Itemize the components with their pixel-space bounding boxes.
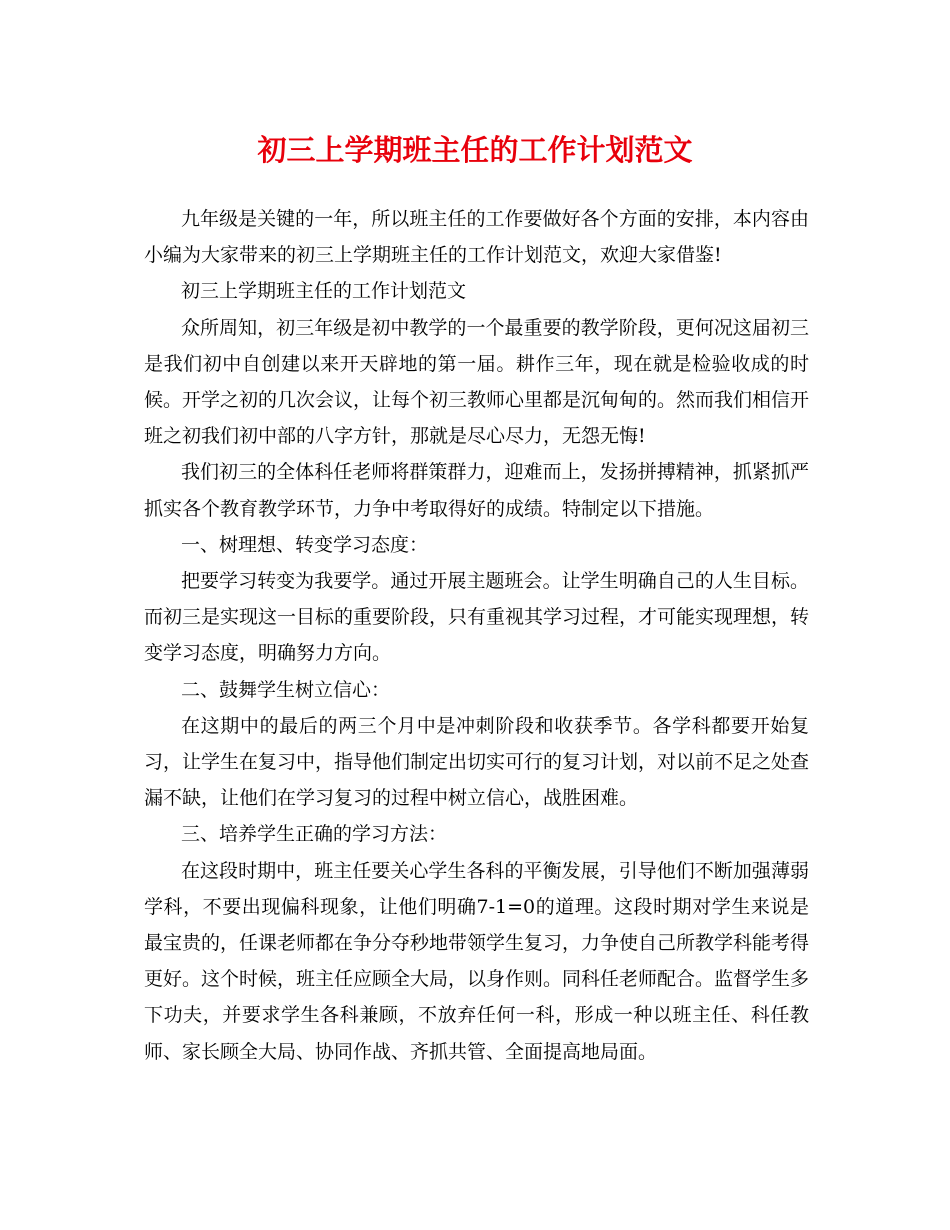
section-heading-2: 二、鼓舞学生树立信心： (181, 678, 391, 701)
section-body-2: 在这期中的最后的两三个月中是冲刺阶段和收获季节。各学科都要开始复习，让学生在复习中，指导他们制定出切实可行的复习计划，对以前不足之处查漏不缺，让他们在学习复习的过程中树立信心，战胜困难。 (144, 714, 810, 810)
document-body (144, 201, 809, 1070)
paragraph-measures-intro: 我们初三的全体科任老师将群策群力，迎难而上，发扬拼搏精神，抓紧抓严抓实各个教育教学环节，力争中考取得好的成绩。特制定以下措施。 (144, 461, 809, 520)
document-title: 初三上学期班主任的工作计划范文 (257, 133, 693, 167)
section-body-1: 把要学习转变为我要学。通过开展主题班会。让学生明确自己的人生目标。而初三是实现这一目标的重要阶段，只有重视其学习过程，才可能实现理想，转变学习态度，明确努力方向。 (144, 570, 810, 665)
paragraph-intro: 九年级是关键的一年，所以班主任的工作要做好各个方面的安排，本内容由小编为大家带来的初三上学期班主任的工作计划范文，欢迎大家借鉴! (144, 208, 809, 267)
section-heading-1: 一、树理想、转变学习态度： (181, 533, 429, 556)
section-body-3: 在这段时期中，班主任要关心学生各科的平衡发展，引导他们不断加强薄弱学科，不要出现偏科现象，让他们明确7-1=0的道理。这段时期对学生来说是最宝贵的，任课老师都在争分夺秒地带领学生复习，力争使自己所教学科能考得更好。这个时候，班主任应顾全大局，以身作则。同科任老师配合。监督学生多下功夫，并要求学生各科兼顾，不放弃任何一科，形成一种以班主任、科任教师、家长顾全大局、协同作战、齐抓共管、全面提高地局面。 (144, 859, 810, 1063)
section-heading-3: 三、培养学生正确的学习方法： (181, 823, 448, 846)
paragraph-background: 众所周知，初三年级是初中教学的一个最重要的教学阶段，更何况这届初三是我们初中自创建以来开天辟地的第一届。耕作三年，现在就是检验收成的时候。开学之初的几次会议，让每个初三教师心里都是沉甸甸的。然而我们相信开班之初我们初中部的八字方针，那就是尽心尽力，无怨无悔! (144, 316, 810, 448)
paragraph-subtitle: 初三上学期班主任的工作计划范文 (181, 280, 467, 303)
